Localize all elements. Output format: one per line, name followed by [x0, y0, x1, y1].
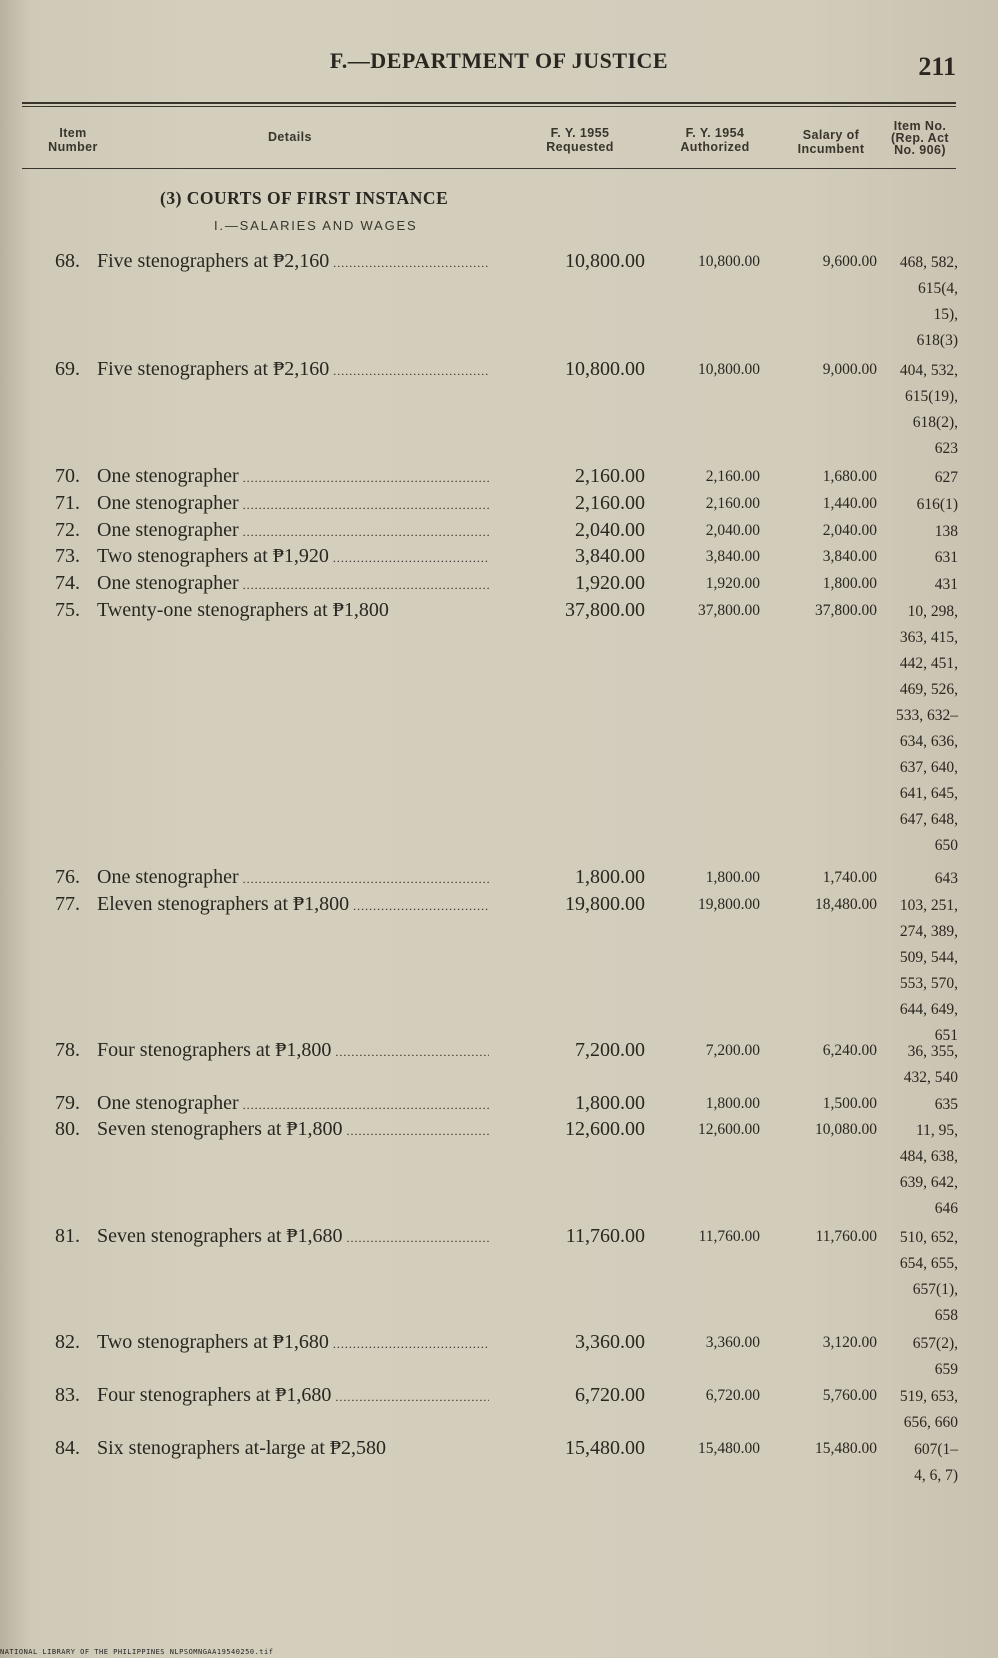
authorized-amount: 11,760.00: [698, 1228, 760, 1245]
item-no-line: 469, 526,: [899, 681, 958, 698]
incumbent-salary: 1,800.00: [822, 575, 877, 592]
item-no-list: [870, 465, 958, 491]
incumbent-salary: 6,240.00: [822, 1042, 877, 1059]
item-details: One stenographer .....: [97, 519, 489, 542]
page-number: 211: [918, 52, 956, 81]
authorized-amount: 12,600.00: [698, 1121, 760, 1138]
item-number: 81.: [55, 1225, 80, 1247]
table-row: [0, 1437, 998, 1484]
item-no-line: 607(1–: [914, 1441, 958, 1458]
requested-amount: 3,360.00: [575, 1331, 645, 1353]
item-no-list: [870, 1384, 958, 1436]
item-number: 74.: [55, 572, 80, 594]
requested-amount: 10,800.00: [565, 250, 645, 272]
item-no-line: 646: [934, 1200, 958, 1217]
incumbent-salary: 1,680.00: [822, 468, 877, 485]
item-details: Eleven stenographers at ₱1,800 .....: [97, 893, 489, 916]
authorized-amount: 3,840.00: [705, 548, 760, 565]
item-details: Five stenographers at ₱2,160 .....: [97, 358, 489, 381]
item-no-line: 654, 655,: [899, 1255, 958, 1272]
item-no-line: 651: [934, 1027, 958, 1044]
item-no-list: [870, 1331, 958, 1383]
item-no-list: [870, 492, 958, 518]
item-no-line: 431: [934, 576, 958, 593]
authorized-amount: 1,800.00: [705, 869, 760, 886]
item-no-line: 4, 6, 7): [914, 1467, 958, 1484]
item-number: 80.: [55, 1118, 80, 1140]
requested-amount: 10,800.00: [565, 358, 645, 380]
requested-amount: 2,160.00: [575, 465, 645, 487]
authorized-amount: 7,200.00: [705, 1042, 760, 1059]
incumbent-salary: 1,440.00: [822, 495, 877, 512]
item-no-line: 15),: [933, 306, 958, 323]
incumbent-salary: 9,000.00: [822, 361, 877, 378]
authorized-amount: 2,040.00: [705, 522, 760, 539]
item-no-line: 442, 451,: [899, 655, 958, 672]
item-no-line: 615(19),: [905, 388, 958, 405]
requested-amount: 2,040.00: [575, 519, 645, 541]
table-row: [0, 250, 998, 349]
item-no-line: 10, 298,: [907, 603, 958, 620]
incumbent-salary: 5,760.00: [822, 1387, 877, 1404]
authorized-amount: 2,160.00: [705, 468, 760, 485]
item-number: 83.: [55, 1384, 80, 1406]
item-no-list: [870, 572, 958, 598]
authorized-amount: 3,360.00: [705, 1334, 760, 1351]
item-details: Six stenographers at-large at ₱2,580: [97, 1437, 387, 1459]
incumbent-salary: 3,840.00: [822, 548, 877, 565]
table-row: [0, 866, 998, 892]
table-row: [0, 893, 998, 1044]
section-title: (3) COURTS OF FIRST INSTANCE: [160, 188, 449, 208]
col-head-details: Details: [268, 130, 312, 144]
item-details: One stenographer .....: [97, 866, 489, 889]
item-no-line: 553, 570,: [899, 975, 958, 992]
authorized-amount: 1,800.00: [705, 1095, 760, 1112]
item-no-line: 274, 389,: [899, 923, 958, 940]
item-no-line: 510, 652,: [899, 1229, 958, 1246]
item-details: Two stenographers at ₱1,920 .....: [97, 545, 489, 568]
incumbent-salary: 37,800.00: [815, 602, 877, 619]
table-row: [0, 1118, 998, 1217]
item-no-line: 36, 355,: [907, 1043, 958, 1060]
item-no-line: 11, 95,: [915, 1122, 958, 1139]
item-no-list: [870, 893, 958, 1049]
item-no-line: 635: [934, 1096, 958, 1113]
requested-amount: 19,800.00: [565, 893, 645, 915]
item-no-line: 468, 582,: [899, 254, 958, 271]
authorized-amount: 19,800.00: [698, 896, 760, 913]
table-row: [0, 1331, 998, 1378]
item-details: Twenty-one stenographers at ₱1,800: [97, 599, 389, 621]
authorized-amount: 15,480.00: [698, 1440, 760, 1457]
item-no-list: [870, 1118, 958, 1222]
item-no-line: 404, 532,: [899, 362, 958, 379]
item-number: 69.: [55, 358, 80, 380]
table-row: [0, 1092, 998, 1118]
item-no-line: 533, 632–: [896, 707, 958, 724]
item-no-line: 656, 660: [903, 1414, 958, 1431]
table-row: [0, 492, 998, 518]
requested-amount: 37,800.00: [565, 599, 645, 621]
item-number: 73.: [55, 545, 80, 567]
item-no-line: 641, 645,: [899, 785, 958, 802]
authorized-amount: 10,800.00: [698, 253, 760, 270]
item-no-line: 657(2),: [912, 1335, 958, 1352]
item-no-list: [870, 1225, 958, 1329]
item-no-line: 618(2),: [912, 414, 958, 431]
item-details: Seven stenographers at ₱1,680 .....: [97, 1225, 489, 1248]
item-details: One stenographer .....: [97, 465, 489, 488]
item-number: 76.: [55, 866, 80, 888]
column-head-rule: [22, 168, 956, 169]
col-head-item-number: Item Number: [48, 126, 98, 154]
table-row: [0, 1225, 998, 1324]
section-subtitle: I.—SALARIES AND WAGES: [214, 218, 418, 233]
item-no-line: 616(1): [916, 496, 958, 513]
item-no-line: 634, 636,: [899, 733, 958, 750]
table-row: [0, 545, 998, 571]
incumbent-salary: 2,040.00: [822, 522, 877, 539]
item-no-list: [870, 250, 958, 354]
incumbent-salary: 15,480.00: [815, 1440, 877, 1457]
scan-footer: NATIONAL LIBRARY OF THE PHILIPPINES NLPSOMNGAA19540250.tif: [0, 1648, 274, 1656]
requested-amount: 1,800.00: [575, 1092, 645, 1114]
item-no-line: 650: [934, 837, 958, 854]
table-row: [0, 572, 998, 598]
authorized-amount: 2,160.00: [705, 495, 760, 512]
authorized-amount: 1,920.00: [705, 575, 760, 592]
authorized-amount: 10,800.00: [698, 361, 760, 378]
table-row: [0, 358, 998, 457]
item-details: Four stenographers at ₱1,680 .....: [97, 1384, 489, 1407]
item-number: 79.: [55, 1092, 80, 1114]
item-details: One stenographer .....: [97, 492, 489, 515]
item-no-line: 644, 649,: [899, 1001, 958, 1018]
item-number: 77.: [55, 893, 80, 915]
incumbent-salary: 3,120.00: [822, 1334, 877, 1351]
item-no-list: [870, 1039, 958, 1091]
incumbent-salary: 18,480.00: [815, 896, 877, 913]
item-no-list: [870, 866, 958, 892]
item-no-line: 639, 642,: [899, 1174, 958, 1191]
item-no-line: 658: [934, 1307, 958, 1324]
item-details: Two stenographers at ₱1,680 .....: [97, 1331, 489, 1354]
col-head-salary: Salary of Incumbent: [797, 128, 865, 156]
item-no-line: 623: [934, 440, 958, 457]
item-no-line: 138: [934, 523, 958, 540]
col-head-item-no: Item No. (Rep. Act No. 906): [890, 119, 949, 157]
item-details: Seven stenographers at ₱1,800 .....: [97, 1118, 489, 1141]
requested-amount: 1,920.00: [575, 572, 645, 594]
item-no-line: 432, 540: [903, 1069, 958, 1086]
incumbent-salary: 11,760.00: [815, 1228, 877, 1245]
item-no-line: 103, 251,: [899, 897, 958, 914]
incumbent-salary: 9,600.00: [822, 253, 877, 270]
item-number: 84.: [55, 1437, 80, 1459]
item-no-line: 631: [934, 549, 958, 566]
item-no-line: 509, 544,: [899, 949, 958, 966]
item-no-list: [870, 1437, 958, 1489]
table-row: [0, 1039, 998, 1086]
requested-amount: 11,760.00: [565, 1225, 645, 1247]
page-title: F.—DEPARTMENT OF JUSTICE: [329, 48, 669, 73]
item-number: 72.: [55, 519, 80, 541]
header-rule-bottom: [22, 106, 956, 107]
item-no-list: [870, 358, 958, 462]
requested-amount: 12,600.00: [565, 1118, 645, 1140]
item-number: 75.: [55, 599, 80, 621]
item-details: One stenographer .....: [97, 572, 489, 595]
item-no-line: 659: [934, 1361, 958, 1378]
item-details: Five stenographers at ₱2,160 .....: [97, 250, 489, 273]
item-no-list: [870, 519, 958, 545]
item-no-line: 615(4,: [917, 280, 958, 297]
incumbent-salary: 1,500.00: [822, 1095, 877, 1112]
item-no-list: [870, 1092, 958, 1118]
item-details: One stenographer .....: [97, 1092, 489, 1115]
incumbent-salary: 1,740.00: [822, 869, 877, 886]
authorized-amount: 37,800.00: [698, 602, 760, 619]
item-no-line: 627: [934, 469, 958, 486]
item-number: 78.: [55, 1039, 80, 1061]
table-row: [0, 1384, 998, 1431]
table-row: [0, 519, 998, 545]
item-details: Four stenographers at ₱1,800 .....: [97, 1039, 489, 1062]
requested-amount: 2,160.00: [575, 492, 645, 514]
item-no-list: [870, 545, 958, 571]
item-no-line: 618(3): [916, 332, 958, 349]
item-no-line: 637, 640,: [899, 759, 958, 776]
item-number: 70.: [55, 465, 80, 487]
requested-amount: 7,200.00: [575, 1039, 645, 1061]
item-no-line: 519, 653,: [899, 1388, 958, 1405]
header-rule-top: [22, 102, 956, 104]
item-number: 68.: [55, 250, 80, 272]
item-no-list: [870, 599, 958, 859]
item-no-line: 643: [934, 870, 958, 887]
table-row: [0, 465, 998, 491]
item-number: 82.: [55, 1331, 80, 1353]
item-no-line: 484, 638,: [899, 1148, 958, 1165]
requested-amount: 3,840.00: [575, 545, 645, 567]
col-head-requested: F. Y. 1955 Requested: [546, 126, 614, 154]
table-row: [0, 599, 998, 854]
item-no-line: 647, 648,: [899, 811, 958, 828]
requested-amount: 1,800.00: [575, 866, 645, 888]
authorized-amount: 6,720.00: [705, 1387, 760, 1404]
item-number: 71.: [55, 492, 80, 514]
item-no-line: 363, 415,: [899, 629, 958, 646]
col-head-authorized: F. Y. 1954 Authorized: [680, 126, 750, 154]
requested-amount: 15,480.00: [565, 1437, 645, 1459]
incumbent-salary: 10,080.00: [815, 1121, 877, 1138]
item-no-line: 657(1),: [912, 1281, 958, 1298]
requested-amount: 6,720.00: [575, 1384, 645, 1406]
